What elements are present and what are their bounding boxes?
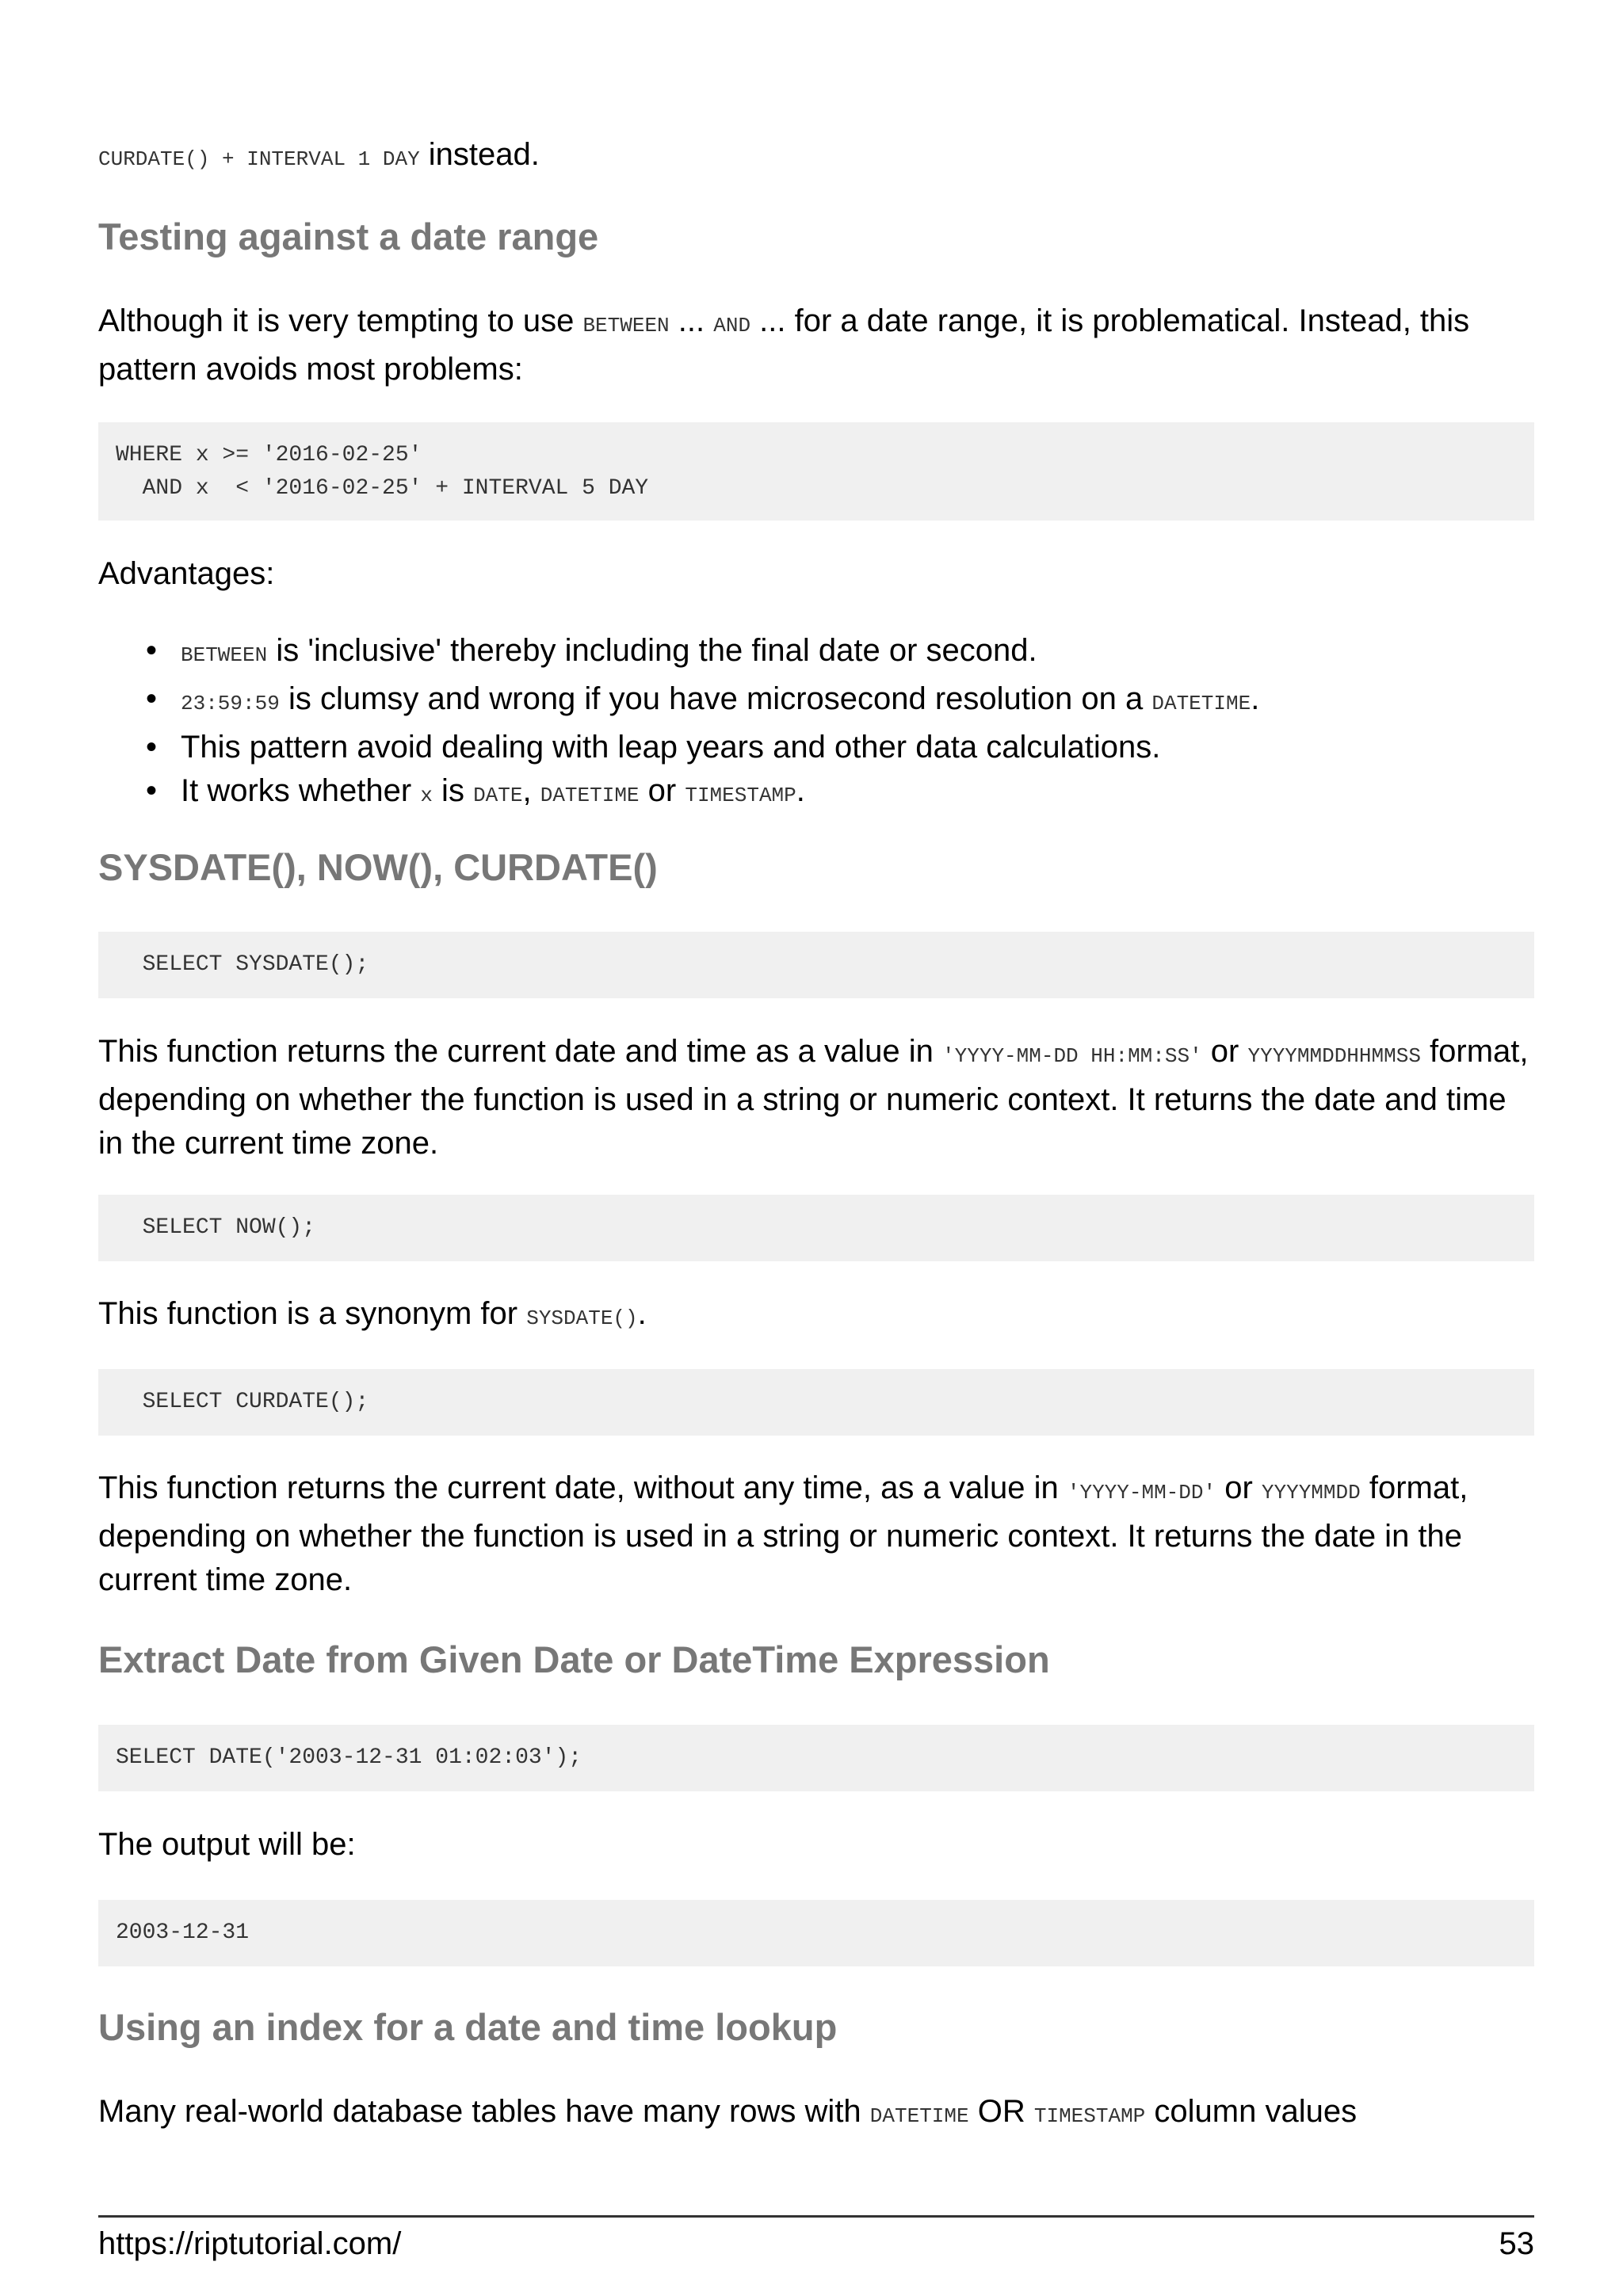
document-page — [98, 0, 1534, 2296]
text: . — [796, 773, 805, 808]
page-number: 53 — [1499, 2226, 1534, 2261]
code-block-output: 2003-12-31 — [98, 1900, 1534, 1966]
footer-url-link[interactable]: https://riptutorial.com/ — [98, 2226, 402, 2261]
code-block-sysdate: SELECT SYSDATE(); — [98, 932, 1534, 998]
section-heading-sysdate: SYSDATE(), NOW(), CURDATE() — [98, 846, 658, 888]
text: or — [1201, 1034, 1248, 1069]
inline-code: DATE — [473, 784, 523, 807]
text: instead. — [419, 137, 540, 172]
inline-code: AND — [713, 314, 751, 338]
text: ... — [669, 303, 714, 338]
text: is clumsy and wrong if you have microsecond resolution on a — [279, 681, 1152, 716]
code-block-now: SELECT NOW(); — [98, 1195, 1534, 1261]
text: This function returns the current date, without any time, as a value in — [98, 1470, 1067, 1505]
text: Although it is very tempting to use — [98, 303, 583, 338]
sysdate-paragraph — [98, 1030, 1534, 1165]
text: or — [1216, 1470, 1262, 1505]
text: Many real-world database tables have many rows with — [98, 2094, 870, 2129]
footer-divider — [98, 2215, 1534, 2218]
inline-code: DATETIME — [540, 784, 640, 807]
output-label: The output will be: — [98, 1827, 356, 1862]
list-item — [98, 629, 1534, 677]
advantages-label: Advantages: — [98, 556, 275, 591]
list-item — [98, 769, 1534, 818]
text: . — [1251, 681, 1260, 716]
list-item — [98, 677, 1534, 726]
inline-code: BETWEEN — [582, 314, 670, 338]
inline-code: TIMESTAMP — [685, 784, 796, 807]
text: , — [522, 773, 540, 808]
text: column values — [1145, 2094, 1358, 2129]
inline-code: 'YYYY-MM-DD HH:MM:SS' — [942, 1044, 1202, 1068]
text: format, depending on whether the function is used in a string or numeric context. It returns the date in the current time zone. — [98, 1470, 1468, 1597]
text: or — [639, 773, 685, 808]
code-block-curdate: SELECT CURDATE(); — [98, 1369, 1534, 1436]
text: OR — [968, 2094, 1034, 2129]
inline-code: 'YYYY-MM-DD' — [1067, 1481, 1216, 1505]
text: . — [637, 1296, 647, 1331]
inline-code: SYSDATE() — [526, 1306, 638, 1330]
text: is — [432, 773, 474, 808]
now-paragraph — [98, 1292, 647, 1341]
section-heading-extract: Extract Date from Given Date or DateTime Expression — [98, 1638, 1050, 1680]
index-paragraph — [98, 2090, 1534, 2138]
text: ... for a date range, it is problematical. Instead, this pattern avoids most problems: — [98, 303, 1470, 387]
page-footer — [98, 2225, 1534, 2263]
inline-code: YYYYMMDD — [1261, 1481, 1361, 1505]
inline-code: x — [420, 784, 433, 807]
list-item — [98, 726, 1534, 769]
text: This pattern avoid dealing with leap years and other data calculations. — [181, 730, 1161, 765]
inline-code: CURDATE() + INTERVAL 1 DAY — [98, 147, 420, 171]
text: is 'inclusive' thereby including the final date or second. — [267, 633, 1037, 668]
curdate-paragraph — [98, 1466, 1534, 1602]
code-block-date-range: WHERE x >= '2016-02-25' AND x < '2016-02-25' + INTERVAL 5 DAY — [98, 422, 1534, 521]
inline-code: TIMESTAMP — [1033, 2104, 1146, 2128]
inline-code: DATETIME — [869, 2104, 969, 2128]
section-heading-date-range: Testing against a date range — [98, 215, 599, 257]
text: This function returns the current date and time as a value in — [98, 1034, 943, 1069]
inline-code: 23:59:59 — [181, 692, 280, 715]
section-heading-index: Using an index for a date and time lookup — [98, 2006, 838, 2048]
intro-line — [98, 133, 540, 181]
text: This function is a synonym for — [98, 1296, 527, 1331]
text: format, depending on whether the function is used in a string or numeric context. It returns the date and time in the current time zone. — [98, 1034, 1529, 1161]
date-range-paragraph — [98, 299, 1534, 391]
text: It works whether — [181, 773, 421, 808]
inline-code: BETWEEN — [181, 643, 268, 667]
code-block-extract: SELECT DATE('2003-12-31 01:02:03'); — [98, 1725, 1534, 1791]
advantages-list — [98, 629, 1534, 818]
inline-code: DATETIME — [1151, 692, 1251, 715]
inline-code: YYYYMMDDHHMMSS — [1247, 1044, 1421, 1068]
